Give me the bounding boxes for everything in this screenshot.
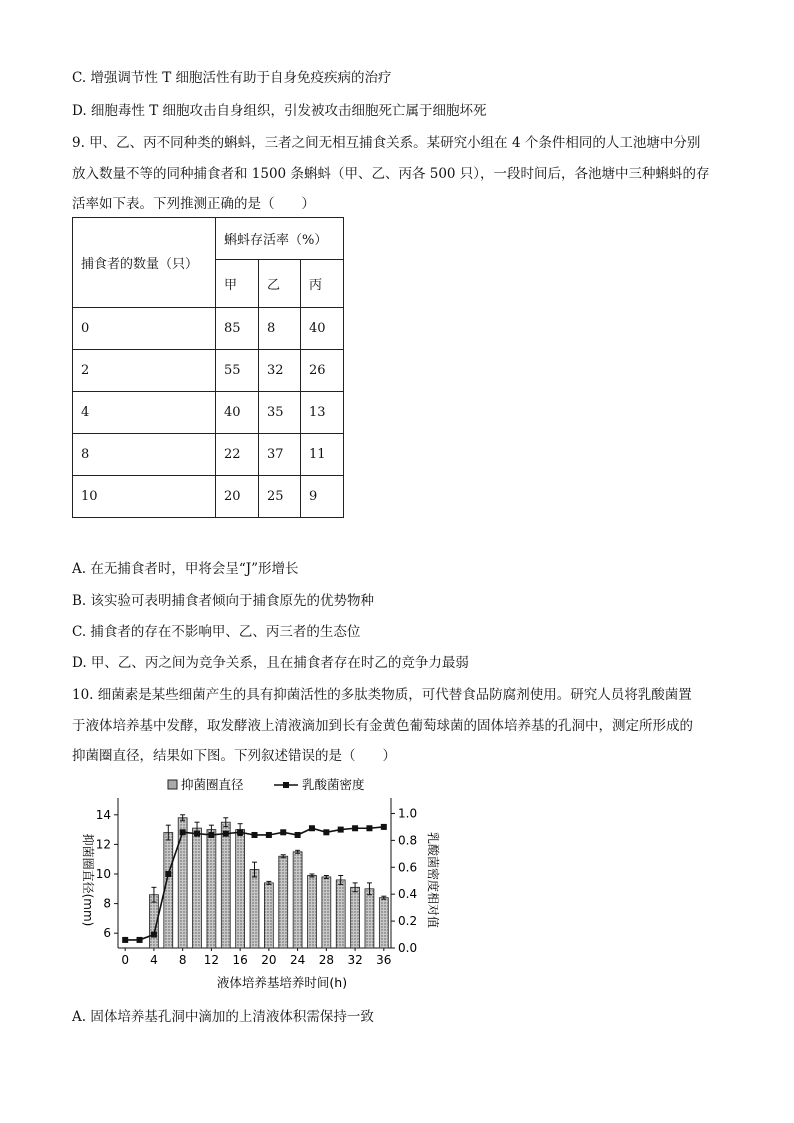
density-point (237, 829, 243, 835)
x-tick-label: 28 (318, 953, 334, 967)
table-cell: 8 (73, 434, 216, 476)
bar (336, 880, 345, 948)
right-tick-label: 0.0 (398, 941, 418, 955)
density-point (194, 831, 200, 837)
left-tick-label: 8 (103, 896, 111, 911)
bar (279, 856, 288, 948)
table-cell: 11 (301, 434, 344, 476)
right-tick-label: 0.6 (398, 860, 418, 875)
question-10-line-2: 于液体培养基中发酵，取发酵液上清液滴加到长有金黄色葡萄球菌的固体培养基的孔洞中，测定所形成的 (72, 718, 693, 734)
x-tick-label: 8 (178, 953, 187, 967)
table-row (73, 308, 344, 350)
survival-rate-table (72, 217, 344, 518)
left-tick-label: 10 (95, 867, 111, 881)
table-cell: 0 (73, 308, 216, 350)
table-col-jia: 甲 (216, 260, 259, 308)
left-axis-title: 抑菌圈直径(mm) (81, 833, 95, 927)
table-cell: 10 (73, 476, 216, 518)
bar (207, 830, 216, 948)
density-point (295, 832, 301, 838)
bar (365, 889, 374, 948)
legend-line-marker (283, 782, 289, 788)
table-cell: 40 (301, 308, 344, 350)
density-point (122, 937, 128, 943)
table-cell: 35 (259, 392, 301, 434)
table-row (73, 350, 344, 392)
x-tick-label: 20 (261, 953, 277, 967)
question-10-line-1: 10. 细菌素是某些细菌产生的具有抑菌活性的多肽类物质，可代替食品防腐剂使用。研究人员将乳酸菌置 (72, 687, 692, 703)
density-point (223, 831, 229, 837)
table-row (73, 476, 344, 518)
bar (351, 887, 360, 948)
bar (379, 898, 388, 948)
x-tick-label: 4 (150, 953, 158, 967)
question-9-line-3: 活率如下表。下列推测正确的是（ ） (72, 196, 315, 212)
table-cell: 37 (259, 434, 301, 476)
x-axis-title: 液体培养基培养时间(h) (216, 975, 348, 990)
density-point (180, 829, 186, 835)
bar (193, 828, 202, 948)
table-cell: 40 (216, 392, 259, 434)
bar (322, 877, 331, 948)
x-tick-label: 16 (232, 953, 248, 967)
bar (264, 883, 273, 948)
table-col-bing: 丙 (301, 260, 344, 308)
question-9-line-1: 9. 甲、乙、丙不同种类的蝌蚪，三者之间无相互捕食关系。某研究小组在 4 个条件相同的人工池塘中分别 (72, 135, 701, 151)
inhibition-chart (72, 770, 440, 992)
table-cell: 55 (216, 350, 259, 392)
option-c-q9: C. 捕食者的存在不影响甲、乙、丙三者的生态位 (72, 624, 361, 640)
table-cell: 8 (259, 308, 301, 350)
table-cell: 26 (301, 350, 344, 392)
density-point (208, 832, 214, 838)
table-header-survival-rate: 蝌蚪存活率（%） (216, 218, 344, 260)
density-point (151, 932, 157, 938)
table-cell: 22 (216, 434, 259, 476)
legend-bar-swatch (168, 780, 177, 789)
left-tick-label: 12 (95, 837, 111, 852)
option-d-q9: D. 甲、乙、丙之间为竞争关系，且在捕食者存在时乙的竞争力最弱 (72, 655, 469, 671)
table-cell: 20 (216, 476, 259, 518)
right-tick-label: 0.4 (398, 887, 418, 902)
density-point (266, 832, 272, 838)
table-col-yi: 乙 (259, 260, 301, 308)
x-tick-label: 32 (347, 953, 363, 967)
bar (293, 852, 302, 948)
density-point (381, 824, 387, 830)
table-row (73, 392, 344, 434)
density-point (309, 825, 315, 831)
density-point (280, 829, 286, 835)
bar (236, 830, 245, 948)
bar (178, 818, 187, 948)
left-tick-label: 6 (103, 926, 111, 941)
legend-label-line: 乳酸菌密度 (302, 777, 365, 792)
option-b-q9: B. 该实验可表明捕食者倾向于捕食原先的优势物种 (72, 593, 375, 609)
density-point (165, 871, 171, 877)
x-tick-label: 24 (289, 953, 306, 967)
bar (308, 875, 317, 948)
right-axis-title: 乳酸菌密度相对值 (426, 831, 440, 929)
x-tick-label: 0 (121, 953, 130, 967)
density-point (323, 829, 329, 835)
option-a-q9: A. 在无捕食者时，甲将会呈“J”形增长 (72, 561, 299, 577)
table-cell: 13 (301, 392, 344, 434)
right-tick-label: 0.8 (398, 833, 418, 848)
table-header-predator-count: 捕食者的数量（只） (73, 218, 216, 308)
left-tick-label: 14 (95, 807, 111, 822)
option-c-q8: C. 增强调节性 T 细胞活性有助于自身免疫疾病的治疗 (72, 70, 392, 86)
table-cell: 25 (259, 476, 301, 518)
question-10-line-3: 抑菌圈直径，结果如下图。下列叙述错误的是（ ） (72, 748, 396, 764)
density-point (252, 832, 258, 838)
table-cell: 85 (216, 308, 259, 350)
table-cell: 32 (259, 350, 301, 392)
right-tick-label: 0.2 (398, 914, 418, 929)
density-point (366, 825, 372, 831)
table-cell: 2 (73, 350, 216, 392)
option-a-q10: A. 固体培养基孔洞中滴加的上清液体积需保持一致 (72, 1009, 374, 1025)
right-tick-label: 1.0 (398, 806, 418, 821)
x-tick-label: 36 (376, 953, 392, 967)
bar (250, 870, 259, 948)
density-point (137, 937, 143, 943)
legend-label-bar: 抑菌圈直径 (181, 777, 244, 792)
bar (221, 822, 230, 948)
density-point (338, 827, 344, 833)
x-tick-label: 12 (203, 953, 220, 967)
table-cell: 4 (73, 392, 216, 434)
table-row (73, 434, 344, 476)
question-9-line-2: 放入数量不等的同种捕食者和 1500 条蝌蚪（甲、乙、丙各 500 只），一段时间后，各池塘中三种蝌蚪的存 (72, 166, 710, 182)
table-cell: 9 (301, 476, 344, 518)
option-d-q8: D. 细胞毒性 T 细胞攻击自身组织，引发被攻击细胞死亡属于细胞坏死 (72, 103, 487, 119)
density-point (352, 825, 358, 831)
